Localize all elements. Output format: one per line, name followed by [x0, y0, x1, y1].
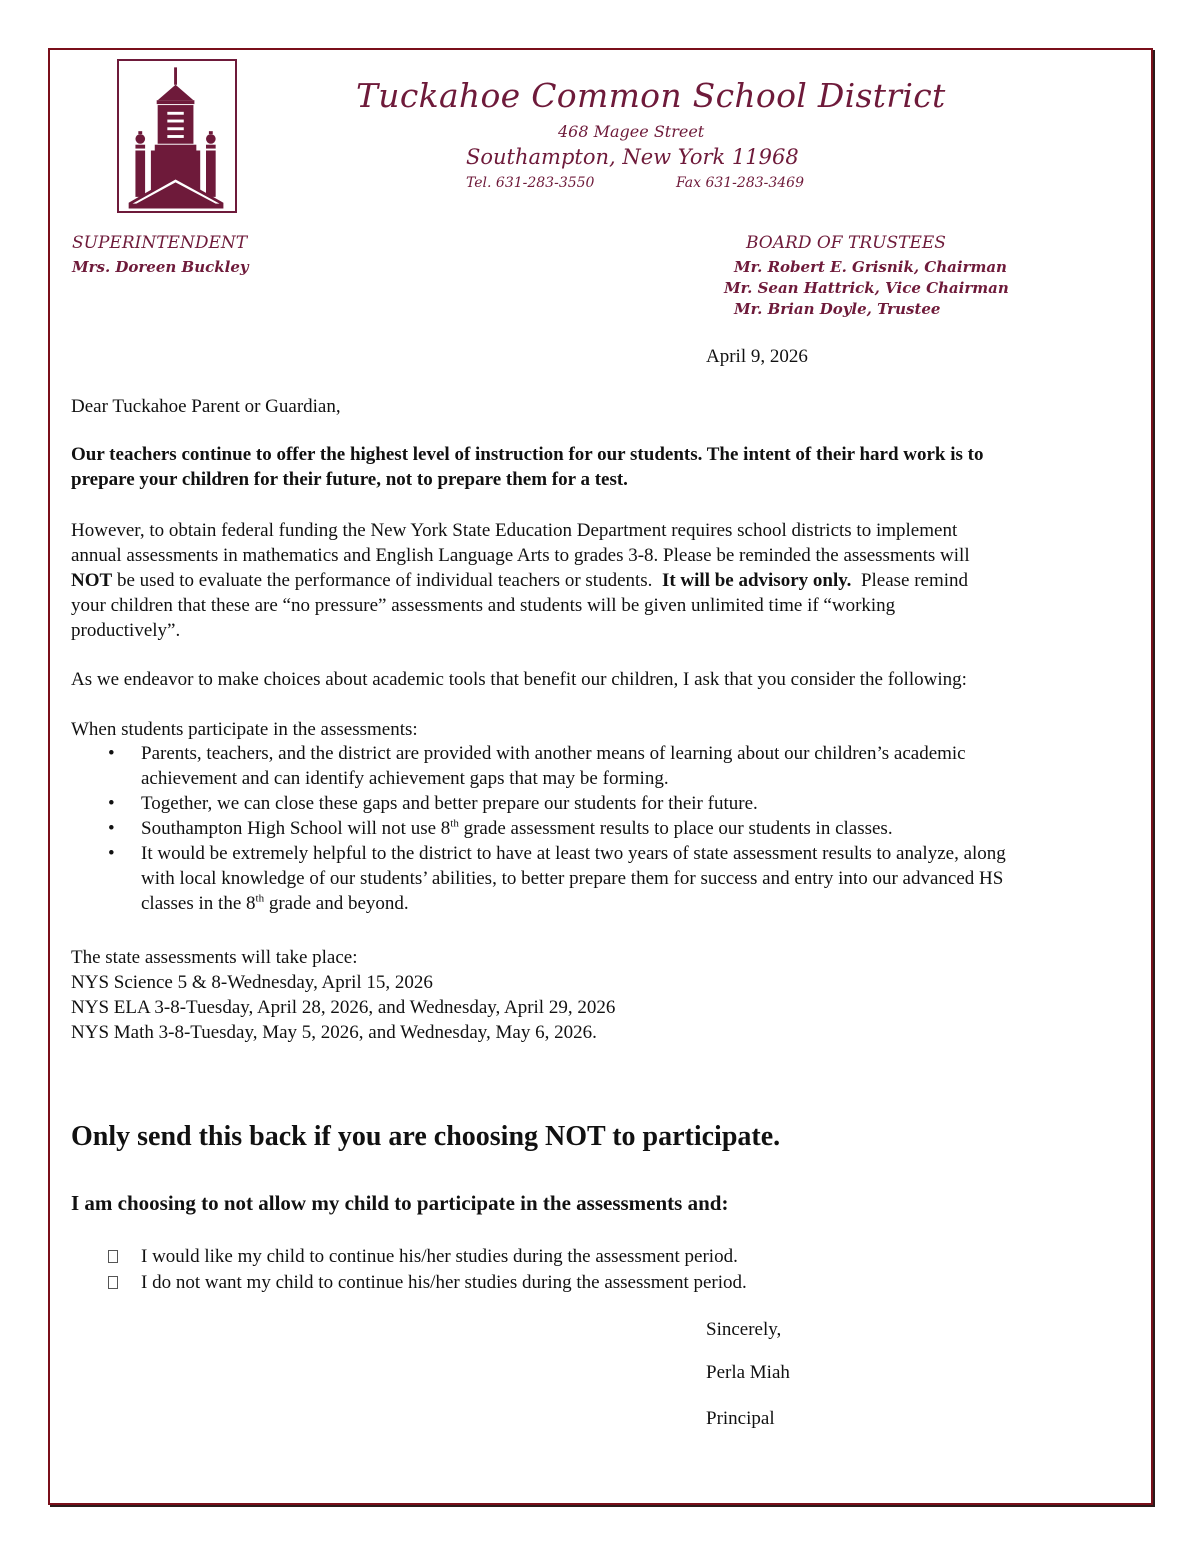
- optout-options: [106, 1244, 747, 1296]
- address-city: Southampton, New York 11968: [466, 145, 799, 169]
- ordinal-suffix: th: [255, 892, 265, 905]
- checkbox[interactable]: [108, 1250, 118, 1263]
- bullet-icon: •: [108, 843, 115, 864]
- fax: Fax 631-283-3469: [676, 175, 804, 191]
- bullet-icon: •: [108, 818, 115, 839]
- district-name: Tuckahoe Common School District: [356, 76, 946, 115]
- text-segment: Southampton High School will not use 8: [141, 818, 451, 839]
- telephone: Tel. 631-283-3550: [466, 175, 595, 191]
- option-label: I would like my child to continue his/her studies during the assessment period.: [141, 1246, 738, 1267]
- board-member: Mr. Sean Hattrick, Vice Chairman: [724, 279, 1009, 297]
- superintendent-name: Mrs. Doreen Buckley: [72, 258, 249, 276]
- list-item-text: It would be extremely helpful to the district to have at least two years of state assessment results to analyze, along: [141, 843, 1006, 864]
- emphasis-not: NOT: [71, 570, 113, 591]
- paragraph-text: Please remind: [851, 570, 969, 591]
- benefits-list: [106, 741, 1006, 916]
- emphasis-advisory: It will be advisory only.: [661, 570, 852, 591]
- assessment-schedule: [71, 945, 615, 1045]
- intro-line: Our teachers continue to offer the highest level of instruction for our students. The intent of their hard work is to: [71, 444, 984, 465]
- bullet-icon: •: [108, 743, 115, 764]
- superintendent-title: SUPERINTENDENT: [72, 233, 248, 253]
- option-no-studies[interactable]: [106, 1270, 747, 1296]
- address-street: 468 Magee Street: [558, 122, 705, 141]
- board-member: Mr. Brian Doyle, Trustee: [734, 300, 941, 318]
- consider-paragraph: As we endeavor to make choices about academic tools that benefit our children, I ask that you consider the following:: [71, 669, 967, 690]
- list-item: [106, 741, 1006, 791]
- schedule-heading: The state assessments will take place:: [71, 947, 358, 968]
- ordinal-suffix: th: [450, 817, 459, 830]
- bullet-icon: •: [108, 793, 115, 814]
- list-item-text: Together, we can close these gaps and better prepare our students for their future.: [141, 793, 758, 814]
- list-item: [106, 791, 1006, 816]
- funding-paragraph: [71, 518, 970, 643]
- signer-title: Principal: [706, 1408, 775, 1429]
- board-member: Mr. Robert E. Grisnik, Chairman: [734, 258, 1007, 276]
- salutation: Dear Tuckahoe Parent or Guardian,: [71, 396, 341, 417]
- list-item-text: achievement and can identify achievement gaps that may be forming.: [141, 768, 669, 789]
- paragraph-line: productively”.: [71, 620, 181, 641]
- text-segment: grade assessment results to place our students in classes.: [458, 818, 893, 839]
- participation-intro: When students participate in the assessments:: [71, 719, 418, 740]
- school-building-icon: [117, 59, 237, 213]
- list-item: [106, 841, 1006, 916]
- signer-name: Perla Miah: [706, 1362, 790, 1383]
- paragraph-line: However, to obtain federal funding the New York State Education Department requires school districts to implement: [71, 520, 958, 541]
- intro-line: prepare your children for their future, not to prepare them for a test.: [71, 469, 628, 490]
- paragraph-line: annual assessments in mathematics and English Language Arts to grades 3-8. Please be reminded the assessments will: [71, 545, 970, 566]
- list-item: [106, 816, 1006, 841]
- list-item-text: Parents, teachers, and the district are provided with another means of learning about our children’s academic: [141, 743, 966, 764]
- checkbox[interactable]: [108, 1276, 118, 1289]
- text-segment: classes in the 8: [141, 893, 256, 914]
- list-item-text: [141, 891, 1006, 916]
- intro-paragraph: [71, 442, 984, 492]
- board-title: BOARD OF TRUSTEES: [746, 233, 946, 253]
- paragraph-text: be used to evaluate the performance of individual teachers or students.: [112, 570, 662, 591]
- schedule-item: NYS ELA 3-8-Tuesday, April 28, 2026, and Wednesday, April 29, 2026: [71, 997, 616, 1018]
- optout-subhead: I am choosing to not allow my child to participate in the assessments and:: [71, 1191, 729, 1215]
- paragraph-line: your children that these are “no pressure” assessments and students will be given unlimited time if “working: [71, 595, 896, 616]
- list-item-text: with local knowledge of our students’ abilities, to better prepare them for success and entry into our advanced HS: [141, 868, 1004, 889]
- letter-date: April 9, 2026: [706, 346, 808, 367]
- paragraph-line: [71, 568, 970, 593]
- option-continue-studies[interactable]: [106, 1244, 747, 1270]
- list-item-text: [141, 816, 1006, 841]
- schedule-item: NYS Math 3-8-Tuesday, May 5, 2026, and Wednesday, May 6, 2026.: [71, 1022, 597, 1043]
- optout-headline: Only send this back if you are choosing NOT to participate.: [71, 1121, 781, 1152]
- closing: Sincerely,: [706, 1319, 782, 1340]
- option-label: I do not want my child to continue his/her studies during the assessment period.: [141, 1272, 747, 1293]
- text-segment: grade and beyond.: [264, 893, 409, 914]
- schedule-item: NYS Science 5 & 8-Wednesday, April 15, 2026: [71, 972, 433, 993]
